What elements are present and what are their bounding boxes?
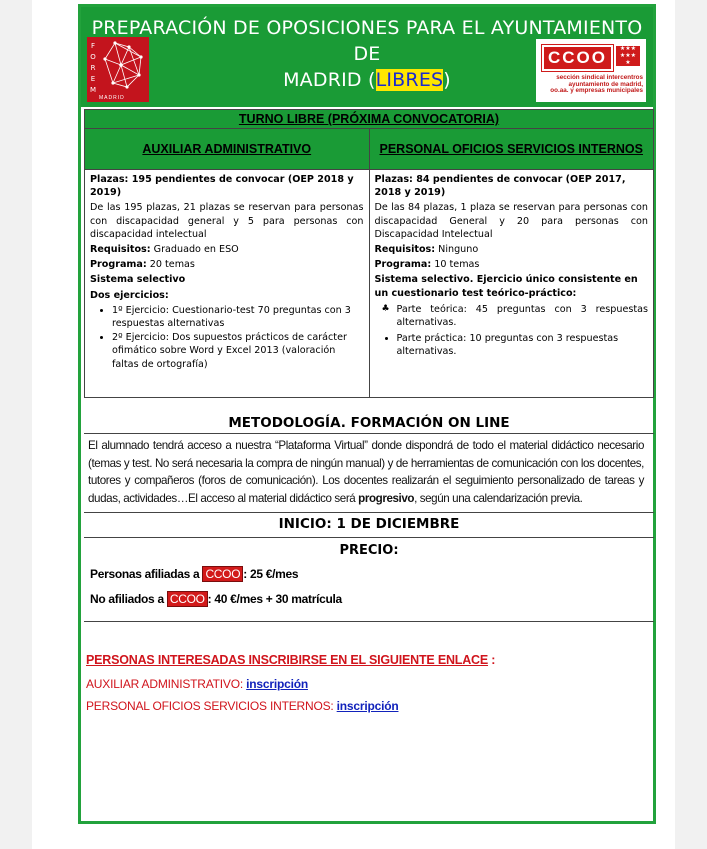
list-item: • Parte práctica: 10 preguntas con 3 respuestas alternativas. <box>397 332 649 358</box>
plazas-text: Plazas: 84 pendientes de convocar (OEP 2017, 2018 y 2019) <box>374 174 626 199</box>
inicio-title: INICIO: 1 DE DICIEMBRE <box>278 516 460 532</box>
partes-list <box>375 303 649 329</box>
auxiliar-details <box>85 170 370 398</box>
precio-afiliados: Personas afiliadas a CCOO : 25 €/mes <box>90 567 299 581</box>
inscripcion-heading: PERSONAS INTERESADAS INSCRIBIRSE EN EL SIGUIENTE ENLACE : <box>86 653 496 667</box>
ccoo-tag: CCOO <box>202 566 243 582</box>
madrid-stars-icon: ★★★ ★★★ ★ <box>616 46 640 66</box>
list-item: • 2º Ejercicio: Dos supuestos prácticos de carácter ofimático sobre Word y Excel 2013 (valoración faltas de ortografía) <box>112 331 364 371</box>
convocatoria-table <box>84 109 654 398</box>
column-title-auxiliar: AUXILIAR ADMINISTRATIVO <box>85 129 370 170</box>
turno-libre-heading: TURNO LIBRE (PRÓXIMA CONVOCATORIA) <box>85 110 654 129</box>
partes-list-2 <box>375 332 649 358</box>
list-item: • 1º Ejercicio: Cuestionario-test 70 preguntas con 3 respuestas alternativas <box>112 304 364 330</box>
ccoo-logo <box>536 39 646 102</box>
sistema-text: Sistema selectivo. Ejercicio único consistente en un cuestionario test teórico-práctico: <box>374 274 638 299</box>
metodologia-text: El alumnado tendrá acceso a nuestra “Plataforma Virtual” donde dispondrá de todo el material didáctico necesario (temas y test. No será necesaria la compra de ningún manual) y de herramientas de comunicación con los docentes, tutores y compañeros (foros de comunicación). Los docentes realizarán el seguimiento personalizado de tareas y dudas, actividades…El acceso al material didáctico será progresivo, según una calendarización previa. <box>88 439 644 505</box>
inscripcion-oficios: PERSONAL OFICIOS SERVICIOS INTERNOS: inscripción <box>86 699 399 713</box>
divider <box>84 433 654 434</box>
inscripcion-auxiliar: AUXILIAR ADMINISTRATIVO: inscripción <box>86 677 308 691</box>
plazas-detail-text: De las 195 plazas, 21 plazas se reservan para personas con discapacidad general y 5 para personas con discapacidad intelectual <box>90 202 364 240</box>
programa-text: Programa: 10 temas <box>374 259 480 271</box>
column-title-oficios: PERSONAL OFICIOS SERVICIOS INTERNOS <box>369 129 654 170</box>
header-banner <box>81 7 653 107</box>
ejercicios-text: Dos ejercicios: <box>90 289 169 301</box>
ccoo-tag: CCOO <box>167 591 208 607</box>
inscripcion-oficios-link[interactable]: inscripción <box>336 699 399 713</box>
divider <box>84 621 654 622</box>
forem-vertical-text: FOREM <box>89 42 97 94</box>
sistema-text: Sistema selectivo <box>90 274 186 286</box>
ccoo-wordmark: CCOO <box>542 45 613 71</box>
divider <box>84 537 654 538</box>
precio-no-afiliados: No afiliados a CCOO : 40 €/mes + 30 matrícula <box>90 592 342 606</box>
oficios-details <box>369 170 654 398</box>
list-item: ♣ Parte teórica: 45 preguntas con 3 respuestas alternativas. <box>397 303 649 329</box>
precio-title: PRECIO: <box>339 543 399 558</box>
metodologia-title: METODOLOGÍA. FORMACIÓN ON LINE <box>228 415 510 431</box>
requisitos-text: Requisitos: Ninguno <box>374 244 479 256</box>
title-line-1: PREPARACIÓN DE OPOSICIONES PARA EL AYUNTAMIENTO DE <box>91 17 643 65</box>
title-line-2: MADRID (LIBRES) <box>283 69 451 91</box>
ccoo-tagline: sección sindical intercentros ayuntamiento de madrid, oo.aa. y empresas municipales <box>550 74 643 94</box>
plazas-detail-text: De las 84 plazas, 1 plaza se reservan para personas con discapacidad General y 20 para personas con Discapacidad Intelectual <box>374 202 648 240</box>
libres-highlight: LIBRES <box>375 69 444 91</box>
divider <box>84 512 654 513</box>
forem-madrid-text: MADRID <box>99 95 125 101</box>
plazas-text: Plazas: 195 pendientes de convocar (OEP 2018 y 2019) <box>90 174 354 199</box>
programa-text: Programa: 20 temas <box>90 259 195 271</box>
inscripcion-auxiliar-link[interactable]: inscripción <box>246 677 308 691</box>
requisitos-text: Requisitos: Graduado en ESO <box>90 244 239 256</box>
ejercicios-list <box>90 304 364 371</box>
